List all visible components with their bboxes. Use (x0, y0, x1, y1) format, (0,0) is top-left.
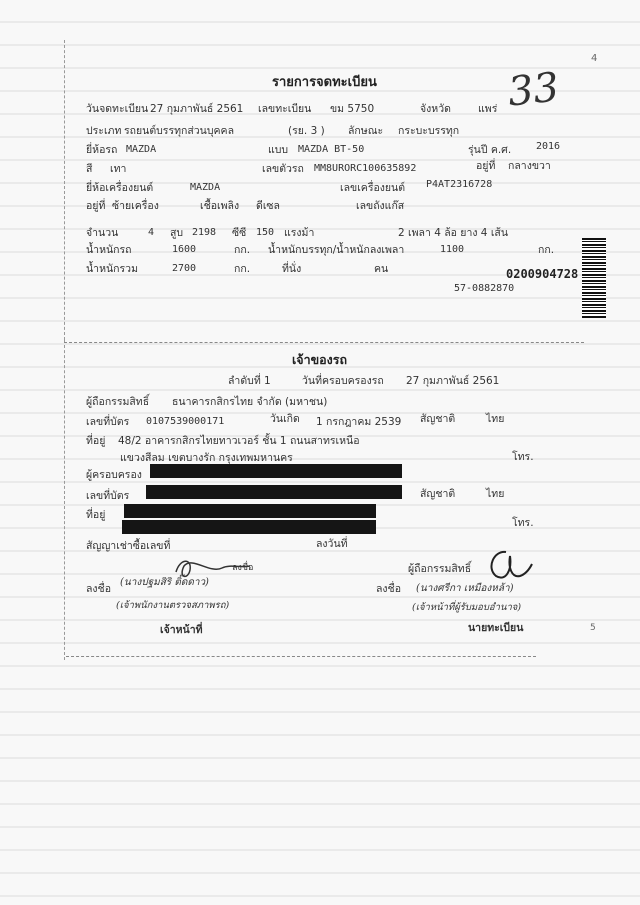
section-divider (64, 342, 584, 343)
gross-weight-value: 2700 (172, 263, 197, 274)
owner-name: ธนาคารกสิกรไทย จำกัด (มหาชน) (172, 396, 328, 408)
document-number: 57-0882870 (454, 283, 515, 294)
left-margin-line-top (64, 40, 65, 340)
cyl-count-value: 4 (148, 227, 155, 238)
redaction-bar-1 (150, 464, 402, 478)
type-value: รถยนต์บรรทุกส่วนบุคคล (124, 125, 234, 137)
color-label: สี (86, 163, 93, 175)
officer-sig-name: (นางปฐมสิริ ติ๊ดดาว) (120, 577, 209, 588)
corner-mark: 4 (591, 53, 598, 64)
year-value: 2016 (536, 141, 561, 152)
brand-value: MAZDA (126, 144, 157, 155)
address-line-2: แขวงสีลม เขตบางรัก กรุงเทพมหานคร (120, 452, 293, 464)
tel-label: โทร. (512, 451, 534, 463)
seq-value: 1 (264, 375, 271, 387)
brand-label: ยี่ห้อรถ (86, 144, 118, 156)
weight-label: น้ำหนักรถ (86, 244, 132, 256)
load-label: น้ำหนักบรรทุก/น้ำหนักลงเพลา (268, 244, 405, 256)
hp-label: แรงม้า (284, 227, 315, 239)
page-number: 5 (590, 623, 596, 633)
engine-no-value: P4AT2316728 (426, 179, 493, 190)
owner-sig-position: (เจ้าหน้าที่ผู้รับมอบอำนาจ) (412, 602, 522, 613)
address-line-1: 48/2 อาคารกสิกรไทยทาวเวอร์ ชั้น 1 ถนนสาทรเหนือ (118, 435, 360, 447)
barcode-number: 0200904728 (506, 267, 579, 281)
plate-value: ขม 5750 (330, 103, 375, 115)
type-label: ประเภท (86, 125, 122, 137)
year-label: รุ่นปี ค.ศ. (468, 144, 512, 156)
fuel-label: เชื้อเพลิง (200, 200, 240, 212)
owner-title: เจ้าของรถ (292, 352, 348, 367)
nationality2-value: ไทย (486, 488, 505, 500)
possess-date-value: 27 กุมภาพันธ์ 2561 (406, 375, 500, 387)
left-margin-line-bottom (64, 340, 65, 660)
seq-label: ลำดับที่ (228, 375, 261, 387)
color-value: เทา (110, 163, 127, 175)
gas-tank-label: เลขถังแก๊ส (356, 200, 405, 212)
engine-brand-value: MAZDA (190, 182, 221, 193)
id-label: เลขที่บัตร (86, 416, 130, 428)
chassis-label: เลขตัวรถ (262, 163, 304, 175)
id-value: 0107539000171 (146, 416, 225, 427)
load-value: 1100 (440, 244, 465, 255)
bottom-divider (66, 656, 536, 657)
reg-date-label: วันจดทะเบียน (86, 103, 149, 115)
redaction-bar-2 (146, 485, 402, 499)
plate-label: เลขทะเบียน (258, 103, 312, 115)
fuel-value: ดีเซล (256, 200, 280, 212)
contract-label: สัญญาเช่าซื้อเลขที่ (86, 540, 171, 552)
nationality-label: สัญชาติ (420, 413, 456, 425)
possess-date-label: วันที่ครอบครองรถ (302, 375, 384, 387)
registration-title: รายการจดทะเบียน (272, 75, 377, 90)
model-label: แบบ (268, 144, 289, 156)
address-label: ที่อยู่ (86, 435, 106, 447)
officer-title: เจ้าหน้าที่ (160, 624, 203, 636)
weight-value: 1600 (172, 244, 197, 255)
type-code: (รย. 3 ) (288, 125, 325, 137)
gross-weight-label: น้ำหนักรวม (86, 263, 138, 275)
nationality-value: ไทย (486, 413, 505, 425)
model-value: MAZDA BT-50 (298, 144, 365, 155)
owner-label: ผู้ถือกรรมสิทธิ์ (86, 396, 150, 408)
cyl-label: สูบ (170, 227, 184, 239)
officer-position: (เจ้าพนักงานตรวจสภาพรถ) (116, 600, 230, 611)
style-label: ลักษณะ (348, 125, 384, 137)
birth-value: 1 กรกฎาคม 2539 (316, 416, 402, 428)
seats-unit: คน (374, 263, 389, 275)
redaction-bar-4 (122, 520, 376, 534)
cc-label: ซีซี (232, 227, 247, 239)
province-value: แพร่ (478, 103, 498, 115)
sig-label-left: ลงชื่อ (86, 583, 111, 595)
cc-value: 2198 (192, 227, 217, 238)
chassis-value: MM8URORC100635892 (314, 163, 417, 174)
seats-label: ที่นั่ง (282, 263, 302, 275)
owner-sig-name: (นางศรีกา เหมืองหล้า) (416, 583, 514, 594)
address2-label: ที่อยู่ (86, 509, 106, 521)
engine-no-label: เลขเครื่องยนต์ (340, 182, 406, 194)
possessor-label: ผู้ครอบครอง (86, 469, 142, 481)
id2-label: เลขที่บัตร (86, 490, 130, 502)
officer-sig-label: ลงชื่อ (232, 563, 254, 573)
contract-date-label: ลงวันที่ (316, 538, 348, 550)
sig-label-right: ลงชื่อ (376, 583, 401, 595)
kg-label-3: กก. (234, 263, 251, 275)
chassis-loc-value: กลางขวา (508, 160, 551, 172)
registrar-title: นายทะเบียน (468, 622, 524, 634)
redaction-bar-3 (124, 504, 376, 518)
reg-date-value: 27 กุมภาพันธ์ 2561 (150, 103, 244, 115)
engine-loc-label: อยู่ที่ (86, 200, 106, 212)
cyl-count-label: จำนวน (86, 227, 119, 239)
kg-label-2: กก. (538, 244, 555, 256)
axle-wheel-tire: 2 เพลา 4 ล้อ ยาง 4 เส้น (398, 227, 508, 239)
chassis-loc-label: อยู่ที่ (476, 160, 496, 172)
style-value: กระบะบรรทุก (398, 125, 460, 137)
engine-loc-value: ซ้ายเครื่อง (112, 200, 159, 212)
handwritten-number: 33 (505, 64, 562, 116)
kg-label-1: กก. (234, 244, 251, 256)
province-label: จังหวัด (420, 103, 451, 115)
engine-brand-label: ยี่ห้อเครื่องยนต์ (86, 182, 154, 194)
barcode (582, 238, 606, 318)
nationality2-label: สัญชาติ (420, 488, 456, 500)
tel2-label: โทร. (512, 517, 534, 529)
birth-label: วันเกิด (270, 413, 300, 425)
hp-value: 150 (256, 227, 275, 238)
owner-sig-title: ผู้ถือกรรมสิทธิ์ (408, 563, 472, 575)
